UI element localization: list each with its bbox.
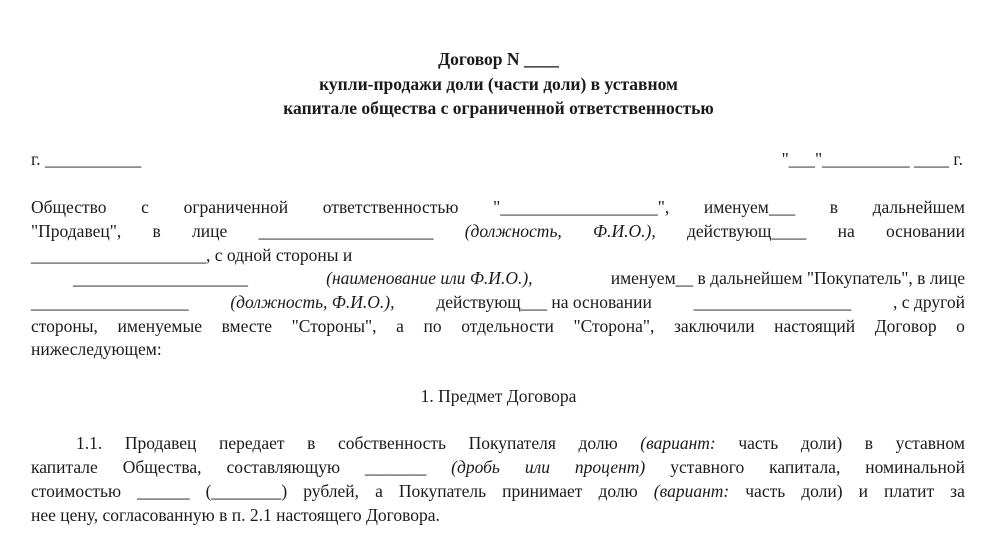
word: именуем___ (703, 197, 796, 217)
word: а (396, 316, 404, 336)
seller-representative-blank: ____________________ (258, 221, 434, 241)
buyer-representative-blank: __________________ (31, 292, 189, 312)
preamble-line-6 (31, 315, 965, 337)
word: заключили (673, 316, 755, 336)
word: в (152, 221, 161, 241)
word: отдельности (461, 316, 554, 336)
clause-1-1-line-2 (31, 456, 965, 478)
word: доли) (800, 433, 843, 453)
document-title: Договор N ____ (438, 49, 559, 69)
buyer-name-blank: ____________________ (73, 268, 248, 288)
word: именуемые (117, 316, 202, 336)
nominal-value-blank: ______ (137, 481, 190, 501)
word: Договор (874, 316, 937, 336)
document-subtitle-line-2: капитале общества с ограниченной ответственностью (283, 98, 714, 118)
word: и (858, 481, 869, 501)
word: действующ____ (686, 221, 807, 241)
hint-italic: (вариант: (640, 433, 716, 453)
word: в (307, 433, 316, 453)
hint-italic: или (524, 457, 550, 477)
hint-italic: процент) (574, 457, 646, 477)
word: долю (598, 481, 638, 501)
word: о (956, 316, 965, 336)
hint-italic: (дробь (451, 457, 500, 477)
word: передает (219, 433, 285, 453)
word: настоящий (774, 316, 856, 336)
word: основании (885, 221, 965, 241)
word: Общества, (122, 457, 202, 477)
word: а (375, 481, 383, 501)
word: стороны, (31, 316, 98, 336)
word: дальнейшем (872, 197, 965, 217)
seller-name-blank: "__________________", (493, 197, 670, 217)
word: часть (745, 481, 786, 501)
preamble-line-4 (73, 267, 965, 289)
word: по (423, 316, 442, 336)
word: вместе (221, 316, 273, 336)
word: часть (738, 433, 779, 453)
word: ограниченной (183, 197, 289, 217)
preamble-text: именуем__ в дальнейшем "Покупатель", в лице (610, 268, 965, 288)
word: ответственностью (322, 197, 459, 217)
hint-italic: (вариант: (653, 481, 730, 501)
word: принимает (502, 481, 583, 501)
word: уставного (670, 457, 745, 477)
word: собственность (337, 433, 447, 453)
hint-italic: Ф.И.О.), (593, 221, 656, 241)
word: Продавец (124, 433, 197, 453)
clause-1-1-line-1 (76, 432, 965, 454)
share-size-blank: _______ (364, 457, 427, 477)
preamble-line-1 (31, 196, 965, 218)
word: за (950, 481, 965, 501)
preamble-text: , с другой (893, 292, 965, 312)
word: на (837, 221, 855, 241)
word: номинальной (865, 457, 965, 477)
word: Покупатель (398, 481, 487, 501)
section-heading: 1. Предмет Договора (420, 386, 577, 406)
clause-1-1-line-3 (31, 480, 965, 502)
word: с (141, 197, 149, 217)
word: "Стороны", (291, 316, 377, 336)
preamble-line-5 (31, 291, 965, 313)
word: стоимостью (31, 481, 122, 501)
word: лице (192, 221, 228, 241)
hint-italic: (должность, Ф.И.О.), (230, 292, 395, 312)
date-field: "___"__________ ____ г. (781, 149, 963, 169)
word: в (864, 433, 874, 453)
hint-italic: (наименование или Ф.И.О.), (326, 268, 533, 288)
preamble-line-3: ____________________, с одной стороны и (31, 245, 353, 265)
clause-number: 1.1. (76, 433, 103, 453)
clause-1-1-line-4: нее цену, согласованную в п. 2.1 настоящего Договора. (31, 505, 440, 525)
preamble-line-7: нижеследующем: (31, 339, 162, 359)
preamble-line-2 (31, 220, 965, 242)
word: капитале (31, 457, 98, 477)
word: долю (578, 433, 618, 453)
word: капитала, (769, 457, 841, 477)
hint-italic: (должность, (464, 221, 562, 241)
nominal-value-words-blank: (________) (205, 481, 288, 501)
word: доли) (801, 481, 843, 501)
word: Покупателя (468, 433, 556, 453)
word: платит (884, 481, 935, 501)
city-field: г. ___________ (31, 149, 142, 169)
document-subtitle-line-1: купли-продажи доли (части доли) в уставном (319, 74, 678, 94)
word: уставном (895, 433, 965, 453)
word: "Сторона", (573, 316, 655, 336)
basis-blank: __________________ (693, 292, 852, 312)
word: Общество (31, 197, 107, 217)
word: рублей, (303, 481, 360, 501)
word: "Продавец", (31, 221, 122, 241)
preamble-text: действующ___ на основании (436, 292, 652, 312)
word: составляющую (226, 457, 341, 477)
word: в (829, 197, 838, 217)
